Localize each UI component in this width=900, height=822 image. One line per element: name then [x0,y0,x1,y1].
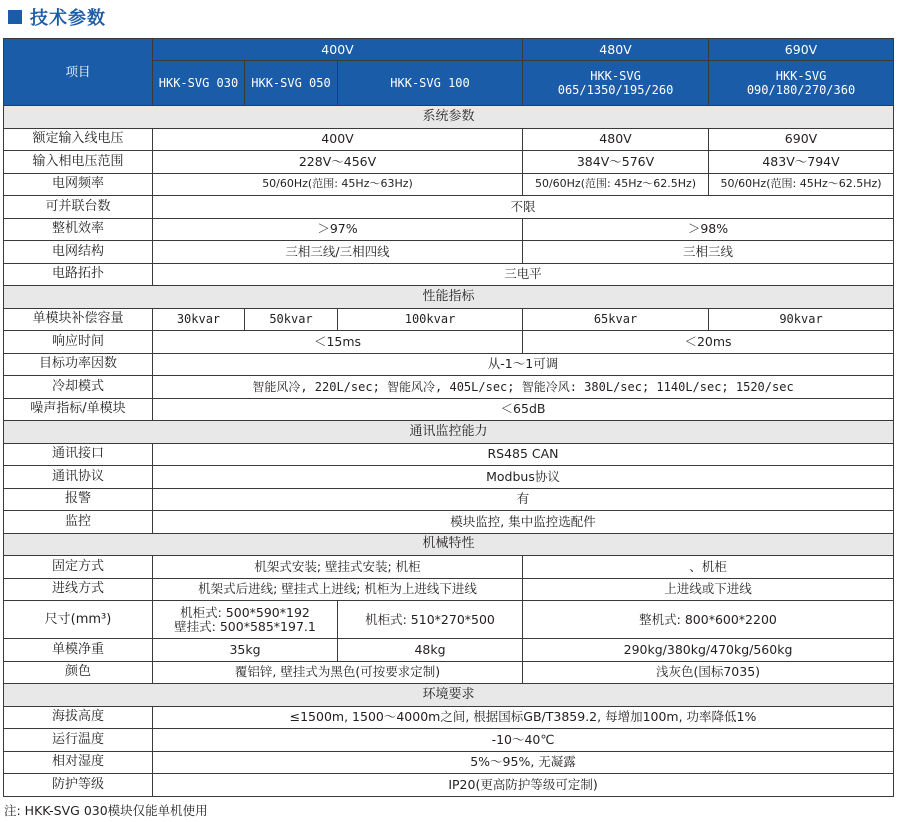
section-row [4,421,894,444]
cell: ＞98% [523,218,894,241]
row-label: 通讯协议 [4,466,153,489]
section-mech: 机械特性 [4,533,894,556]
row-label: 电网结构 [4,241,153,264]
cell: RS485 CAN [153,443,894,466]
table-row [4,241,894,264]
cell: 30kvar [153,308,245,331]
cell: 三相三线 [523,241,894,264]
cell: 三相三线/三相四线 [153,241,523,264]
cell: 不限 [153,196,894,219]
model-050-header: HKK-SVG 050 [245,61,338,106]
cell: ＜15ms [153,331,523,354]
row-label: 电网频率 [4,173,153,196]
row-label: 可并联台数 [4,196,153,219]
row-label: 单模净重 [4,639,153,662]
table-row [4,601,894,639]
cell: 50/60Hz(范围: 45Hz～62.5Hz) [523,173,709,196]
cell: 50/60Hz(范围: 45Hz～63Hz) [153,173,523,196]
section-system: 系统参数 [4,106,894,129]
spec-table [3,38,894,797]
row-label: 额定输入线电压 [4,128,153,151]
table-row [4,706,894,729]
cell: 5%～95%, 无凝露 [153,751,894,774]
row-label: 防护等级 [4,774,153,797]
table-row [4,353,894,376]
table-row [4,376,894,399]
table-row [4,263,894,286]
cell: 机架式安装; 壁挂式安装; 机柜 [153,556,523,579]
table-row [4,398,894,421]
model-690-line2: 090/180/270/360 [746,83,856,97]
table-row [4,661,894,684]
model-690-line1: HKK-SVG [775,69,827,83]
model-480-line1: HKK-SVG [590,69,641,83]
cell: 模块监控, 集中监控选配件 [153,511,894,534]
cell: 机柜式: 510*270*500 [338,601,523,639]
section-row [4,684,894,707]
cell: -10～40℃ [153,729,894,752]
cell: 从-1～1可调 [153,353,894,376]
cell: 50kvar [245,308,338,331]
row-label: 目标功率因数 [4,353,153,376]
cell: 机架式后进线; 壁挂式上进线; 机柜为上进线下进线 [153,578,523,601]
cell: 90kvar [709,308,894,331]
cell: 智能风冷, 220L/sec; 智能风冷, 405L/sec; 智能冷风: 380L/sec; 1140L/sec; 1520/sec [153,376,894,399]
cell: 483V～794V [709,151,894,174]
section-comm: 通讯监控能力 [4,421,894,444]
cell: 上进线或下进线 [523,578,894,601]
cell: 有 [153,488,894,511]
cell: 50/60Hz(范围: 45Hz～62.5Hz) [709,173,894,196]
cell: 65kvar [523,308,709,331]
cell: 400V [153,128,523,151]
cell: ＞97% [153,218,523,241]
table-row [4,443,894,466]
cell: 100kvar [338,308,523,331]
table-row [4,151,894,174]
model-480-header [523,61,709,106]
voltage-690-header: 690V [709,39,894,61]
row-label: 固定方式 [4,556,153,579]
table-row [4,488,894,511]
row-label: 相对湿度 [4,751,153,774]
row-label: 输入相电压范围 [4,151,153,174]
row-label: 海拔高度 [4,706,153,729]
row-label: 进线方式 [4,578,153,601]
cell: 浅灰色(国标7035) [523,661,894,684]
cell: 48kg [338,639,523,662]
section-row [4,286,894,309]
table-row [4,173,894,196]
model-690-header [709,61,894,106]
table-row [4,308,894,331]
cell: ≤1500m, 1500～4000m之间, 根据国标GB/T3859.2, 每增加100m, 功率降低1% [153,706,894,729]
row-label: 通讯接口 [4,443,153,466]
section-row [4,106,894,129]
cell: 290kg/380kg/470kg/560kg [523,639,894,662]
cell: 三电平 [153,263,894,286]
row-label: 冷却模式 [4,376,153,399]
cell [153,601,338,639]
cell: 480V [523,128,709,151]
table-row [4,639,894,662]
footnote: 注: HKK-SVG 030模块仅能单机使用 [4,803,208,818]
cell: 、机柜 [523,556,894,579]
item-header: 项目 [4,39,153,106]
table-row [4,729,894,752]
section-performance: 性能指标 [4,286,894,309]
row-label: 运行温度 [4,729,153,752]
cell: 228V～456V [153,151,523,174]
table-row [4,466,894,489]
table-row [4,751,894,774]
size-line1: 机柜式: 500*590*192 [180,604,310,620]
cell: 384V～576V [523,151,709,174]
heading-square-icon [8,10,22,24]
cell: 覆铝锌, 壁挂式为黑色(可按要求定制) [153,661,523,684]
table-row [4,578,894,601]
table-row [4,511,894,534]
table-row [4,218,894,241]
row-label: 噪声指标/单模块 [4,398,153,421]
row-label: 整机效率 [4,218,153,241]
cell: IP20(更高防护等级可定制) [153,774,894,797]
table-row [4,774,894,797]
voltage-400-header: 400V [153,39,523,61]
row-label: 响应时间 [4,331,153,354]
table-row [4,128,894,151]
row-label: 单模块补偿容量 [4,308,153,331]
cell: 690V [709,128,894,151]
heading-title: 技术参数 [30,8,106,29]
row-label: 电路拓扑 [4,263,153,286]
row-label: 监控 [4,511,153,534]
model-100-header: HKK-SVG 100 [338,61,523,106]
size-line2: 壁挂式: 500*585*197.1 [174,618,316,634]
cell: 整机式: 800*600*2200 [523,601,894,639]
model-480-line2: 065/1350/195/260 [557,83,674,97]
model-030-header: HKK-SVG 030 [153,61,245,106]
row-label: 颜色 [4,661,153,684]
cell: ＜20ms [523,331,894,354]
table-row [4,196,894,219]
section-heading [8,4,106,30]
table-row [4,556,894,579]
row-label: 尺寸(mm³) [4,601,153,639]
row-label: 报警 [4,488,153,511]
section-row [4,533,894,556]
cell: Modbus协议 [153,466,894,489]
voltage-480-header: 480V [523,39,709,61]
header-row [4,39,894,61]
section-env: 环境要求 [4,684,894,707]
cell: 35kg [153,639,338,662]
table-row [4,331,894,354]
cell: ＜65dB [153,398,894,421]
